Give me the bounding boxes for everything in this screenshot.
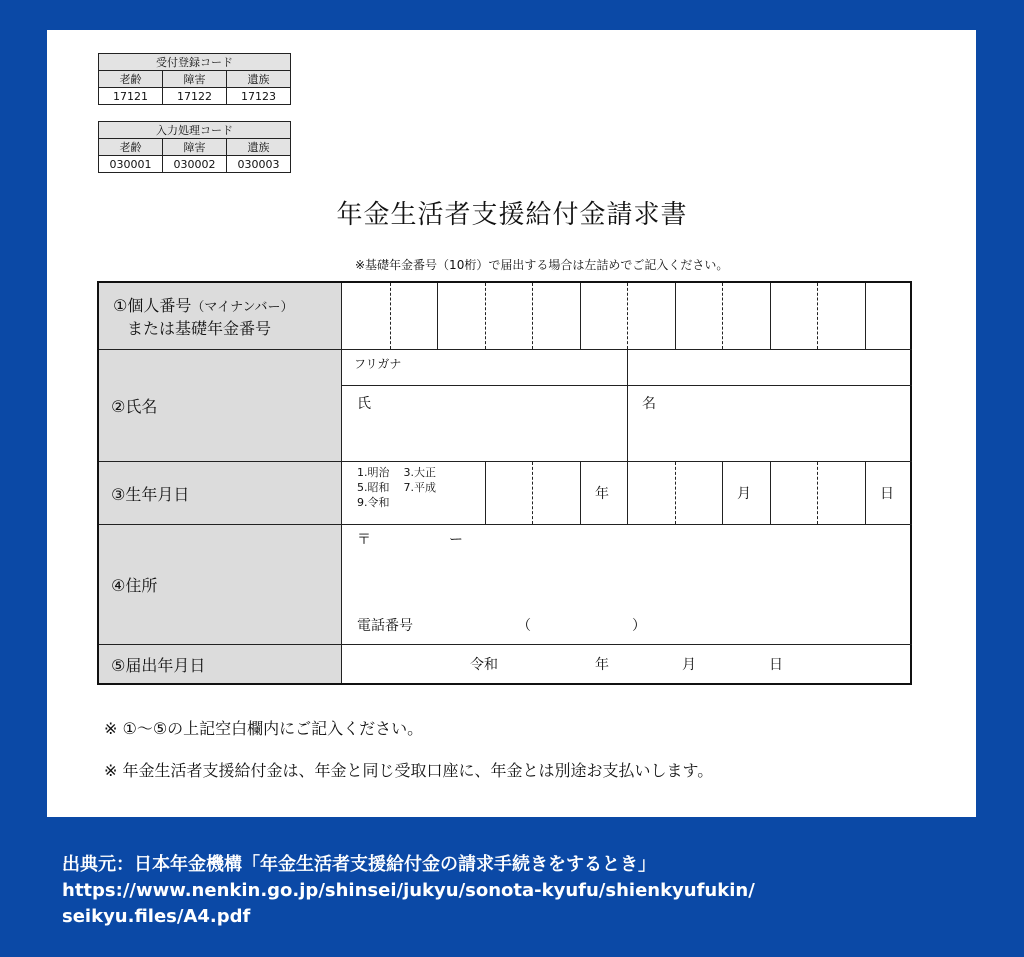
input-code-table xyxy=(98,121,291,173)
row-label-address: ④住所 xyxy=(99,525,342,644)
basic-pension-number-label: または基礎年金番号 xyxy=(127,319,272,338)
code-value: 17122 xyxy=(163,88,227,105)
source-title: 出典元：日本年金機構「年金生活者支援給付金の請求手続きをするとき」 xyxy=(62,854,656,875)
reception-code-title: 受付登録コード xyxy=(99,54,291,71)
phone-input[interactable] xyxy=(429,609,909,641)
birth-day-input[interactable] xyxy=(771,462,865,524)
era-heisei: 7.平成 xyxy=(403,481,436,494)
submission-date-input[interactable] xyxy=(342,645,912,683)
address-input[interactable] xyxy=(342,525,912,605)
mynumber-paren: （マイナンバー） xyxy=(191,300,294,315)
top-note: ※基礎年金番号（10桁）で届出する場合は左詰めでご記入ください。 xyxy=(355,258,729,272)
code-value: 17121 xyxy=(99,88,163,105)
input-code-title: 入力処理コード xyxy=(99,122,291,139)
birth-month-input[interactable] xyxy=(628,462,722,524)
code-value: 030003 xyxy=(227,156,291,173)
era-options xyxy=(357,465,436,510)
code-header-disability: 障害 xyxy=(163,139,227,156)
submission-year-label: 年 xyxy=(595,657,609,673)
application-form xyxy=(97,281,912,685)
era-showa: 5.昭和 xyxy=(357,481,390,494)
reception-code-table xyxy=(98,53,291,105)
note-fill-blanks: ※ ①〜⑤の上記空白欄内にご記入ください。 xyxy=(104,719,424,738)
submission-day-label: 日 xyxy=(769,657,783,673)
era-meiji: 1.明治 xyxy=(357,466,390,479)
postal-dash: ー xyxy=(449,532,463,548)
submission-month-label: 月 xyxy=(682,657,696,673)
source-citation xyxy=(62,852,755,930)
phone-label: 電話番号 xyxy=(357,618,413,634)
code-header-survivor: 遺族 xyxy=(227,71,291,88)
year-label: 年 xyxy=(595,486,609,502)
code-header-disability: 障害 xyxy=(163,71,227,88)
source-url-line1[interactable]: https://www.nenkin.go.jp/shinsei/jukyu/sonota-kyufu/shienkyufukin/ xyxy=(62,880,755,901)
code-header-old-age: 老齢 xyxy=(99,71,163,88)
code-value: 030001 xyxy=(99,156,163,173)
code-value: 030002 xyxy=(163,156,227,173)
note-payment: ※ 年金生活者支援給付金は、年金と同じ受取口座に、年金とは別途お支払いします。 xyxy=(104,761,714,780)
code-header-survivor: 遺族 xyxy=(227,139,291,156)
code-value: 17123 xyxy=(227,88,291,105)
surname-label: 氏 xyxy=(357,396,371,412)
era-reiwa: 9.令和 xyxy=(357,496,390,509)
birth-year-input[interactable] xyxy=(486,462,580,524)
row-label-submission-date: ⑤届出年月日 xyxy=(99,645,342,683)
given-name-label: 名 xyxy=(642,396,656,412)
phone-paren-open: （ xyxy=(517,618,531,634)
day-label: 日 xyxy=(880,486,894,502)
phone-paren-close: ） xyxy=(632,618,646,634)
given-name-input[interactable] xyxy=(628,386,912,461)
furigana-label: フリガナ xyxy=(354,357,402,371)
code-header-old-age: 老齢 xyxy=(99,139,163,156)
surname-input[interactable] xyxy=(342,386,627,461)
row-label-birthdate: ③生年月日 xyxy=(99,462,342,524)
source-url-line2[interactable]: seikyu.files/A4.pdf xyxy=(62,906,251,927)
row-label-name: ②氏名 xyxy=(99,350,342,461)
postal-mark: 〒 xyxy=(357,532,371,548)
month-label: 月 xyxy=(737,486,751,502)
form-title: 年金生活者支援給付金請求書 xyxy=(336,200,688,230)
era-taisho: 3.大正 xyxy=(403,466,436,479)
row-label-personal-number xyxy=(99,283,342,349)
submission-era: 令和 xyxy=(470,657,498,673)
personal-number-label: ①個人番号 xyxy=(113,296,192,315)
